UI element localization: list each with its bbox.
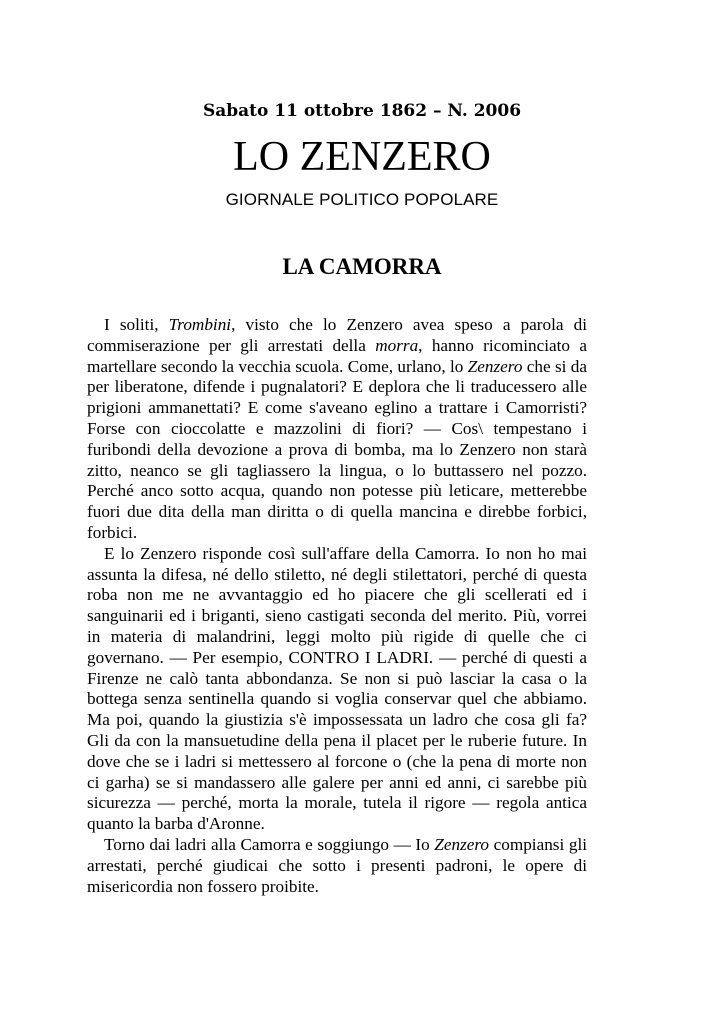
italic-text-run: Trombini bbox=[168, 315, 232, 334]
text-run: compiansi gli arrestati, perché giudicai che sotto i presenti padroni, le opere di misericordia non fossero proibite. bbox=[87, 834, 587, 896]
text-run: , hanno ricominciato a martellare secondo la vecchia scuola. Come, urlano, lo bbox=[87, 335, 587, 376]
italic-text-run: Zenzero bbox=[467, 356, 523, 376]
text-run: I soliti, bbox=[104, 315, 169, 334]
article-headline: LA CAMORRA bbox=[282, 254, 442, 279]
text-run: , visto che lo Zenzero avea speso a parola di commiserazione per gli arrestati della bbox=[87, 315, 588, 355]
issue-dateline: Sabato 11 ottobre 1862 – N. 2006 bbox=[202, 101, 522, 121]
text-run: che si da per liberatone, difende i pugnalatori? E deplora che li traducessero alle prigioni ammanettati? E come s'aveano eglino a trattare i Camorristi? Forse con cioccolatte e mazzolini di fiori? — Cos\ tempestano i furibondi della devozione a prova di bomba, ma lo Zenzero non starà zitto, neanco se gli tagliassero la lingua, o lo buttassero nel pozzo. Perché anco sotto acqua, quando non potesse più leticare, metterebbe fuori due dita della man diritta o di quella mancina e direbbe forbici, forbici. bbox=[87, 356, 587, 542]
article-paragraph bbox=[87, 835, 587, 897]
text-run: E lo Zenzero risponde così sull'affare della Camorra. Io non ho mai assunta la difesa, né dello stiletto, né degli stilettatori, perché di questa roba non me ne avvantaggio ed ho piacere che gli scellerati ed i sanguinarii ed i briganti, sieno castigati seconda del merito. Più, vorrei in materia di malandrini, leggi molto più rigide di quelle che ci governano. — Per esempio, CONTRO I LADRI. — perché di questi a Firenze ne calò tanta abbondanza. Se non si può lasciar la casa o la bottega senza sentinella quando si voglia conservar quel che abbiamo. Ma poi, quando la giustizia s'è impossessata un ladro che cosa gli fa? Gli da con la mansuetudine della pena il placet per le ruberie future. In dove che se i ladri si mettessero al forcone o (che la pena di morte non ci garha) se si mandassero alle galere per anni ed anni, ci sarebbe più sicurezza — perché, morta la morale, tutela il rigore — regola antica quanto la barba d'Aronne. bbox=[87, 543, 587, 834]
article-paragraph bbox=[87, 544, 587, 835]
text-run: Torno dai ladri alla Camorra e soggiungo — Io bbox=[104, 834, 435, 854]
italic-text-run: morra bbox=[375, 335, 419, 355]
italic-text-run: Zenzero bbox=[434, 834, 490, 854]
article-paragraph bbox=[87, 315, 587, 544]
newspaper-masthead: LO ZENZERO bbox=[233, 134, 491, 180]
article-body bbox=[87, 315, 587, 897]
newspaper-subtitle: GIORNALE POLITICO POPOLARE bbox=[225, 190, 499, 209]
